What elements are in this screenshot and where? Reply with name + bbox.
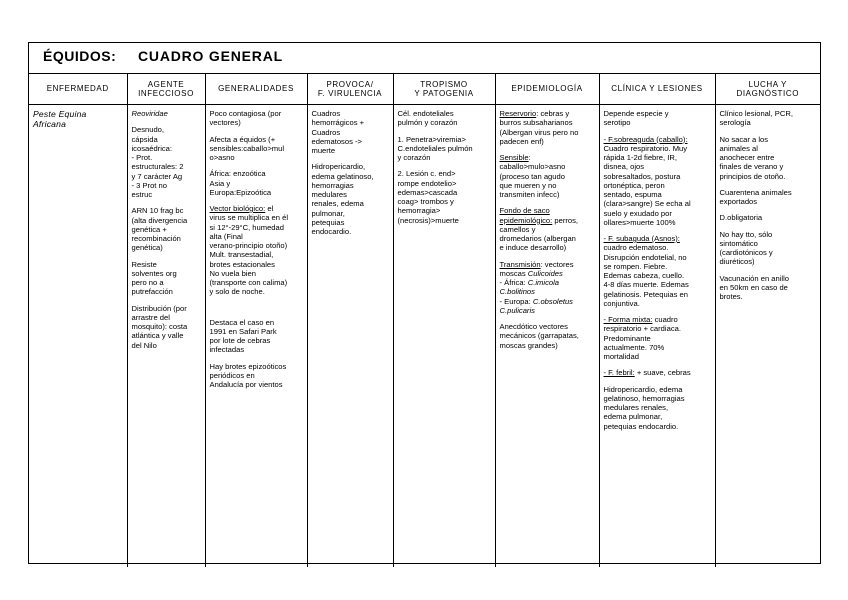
text-block	[132, 125, 202, 199]
text-line: respiratorio + cardiaca.	[603, 324, 681, 334]
text-line: virus se multiplica en él	[209, 213, 288, 223]
text-line: camellos y	[499, 224, 536, 234]
text-block	[604, 144, 712, 227]
document-subtitle: CUADRO GENERAL	[138, 48, 283, 64]
text-line: - 3 Prot no	[131, 180, 167, 190]
text-line: y corazón	[397, 153, 431, 162]
text-block	[398, 169, 492, 225]
column-header-line: INFECCIOSO	[138, 89, 194, 98]
text-line: 2. Lesión c. end>	[397, 169, 456, 179]
text-line: alta (Final	[209, 231, 243, 241]
text-line: atlántica y valle	[131, 331, 184, 341]
document-title: ÉQUIDOS:	[43, 48, 117, 64]
text-line: Mult. transestadial,	[209, 250, 274, 260]
reservorio-first: : cebras y	[536, 109, 570, 118]
text-line: si 12°-29°C, humedad	[209, 222, 284, 232]
text-block	[312, 109, 390, 155]
clinica-cell	[599, 105, 715, 568]
fondo-heading-2: epidemiológico:	[499, 215, 553, 225]
column-header-line: EPIDEMIOLOGÍA	[511, 84, 583, 94]
text-line: hemorrágicos +	[311, 118, 365, 128]
text-line: cuadro edematoso.	[603, 243, 669, 253]
text-line: Afecta a équidos (+	[209, 134, 276, 144]
text-block	[720, 274, 818, 302]
fondo-first: perros,	[552, 215, 579, 225]
text-line: solventes org	[131, 268, 177, 278]
text-line: edematosos ->	[311, 136, 362, 146]
text-block	[500, 225, 596, 253]
agente-cell	[127, 105, 205, 568]
text-line: serotipo	[603, 118, 631, 128]
text-line: ollares>muerte 100%	[603, 217, 676, 227]
trans-l2b: Culicoides	[527, 268, 563, 278]
column-header	[495, 74, 599, 105]
text-line: genética +	[131, 224, 167, 234]
text-line: 1991 en Safari Park	[209, 326, 277, 336]
text-line: recombinación	[131, 234, 181, 243]
document-page	[28, 42, 821, 564]
text-line: principios de otoño.	[719, 171, 786, 181]
text-line: No hay tto, sólo	[719, 229, 773, 239]
text-line: Asia y	[209, 178, 231, 188]
text-line: Cél. endoteliales	[397, 109, 454, 118]
text-line: animales al	[719, 143, 758, 153]
text-line: mortalidad	[603, 352, 639, 361]
text-line: putrefacción	[131, 287, 173, 297]
text-line: Hay brotes epizoóticos	[209, 361, 287, 371]
text-line: Hidropericardio,	[311, 162, 366, 172]
column-header-line: CLÍNICA Y LESIONES	[611, 84, 703, 94]
disease-cell	[29, 105, 127, 568]
text-line: infectadas	[209, 345, 245, 355]
text-line: Disrupción endotelial, no	[603, 252, 687, 262]
text-line: sobresaltados, postura	[603, 171, 681, 181]
text-line: 1. Penetra>viremia>	[397, 134, 466, 144]
text-line: Edemas cabeza, cuello.	[603, 271, 685, 280]
text-line: Hidropericardio, edema	[603, 384, 683, 394]
text-line: pulmonar,	[311, 208, 345, 218]
text-line: Anecdótico vectores	[499, 322, 568, 331]
text-line: D.obligatoria	[719, 213, 763, 223]
text-line: (alta divergencia	[131, 215, 188, 225]
table-row	[29, 105, 820, 568]
text-line: anochecer entre	[719, 153, 775, 162]
text-line: conjuntiva.	[603, 298, 640, 308]
sobreaguda-heading: - F.sobreaguda (caballo):	[603, 134, 688, 144]
text-block	[132, 260, 202, 297]
sensible-heading: Sensible	[499, 153, 529, 162]
text-block	[132, 206, 202, 252]
febril-heading: - F. febril:	[603, 368, 635, 378]
text-line: Cuarentena animales	[719, 187, 792, 197]
text-block	[132, 304, 202, 350]
text-block	[312, 162, 390, 236]
text-line: brotes estacionales	[209, 259, 275, 269]
text-line: (necrosis)>muerte	[397, 215, 459, 225]
text-block	[210, 109, 304, 128]
column-header	[599, 74, 715, 105]
text-line: icosaédrica:	[131, 143, 173, 153]
text-line: Resiste	[131, 259, 157, 269]
text-line: y solo de noche.	[209, 287, 265, 297]
text-line: por lote de cebras	[209, 336, 271, 345]
column-header-line: PROVOCA/	[326, 79, 374, 89]
text-block	[720, 230, 818, 267]
vector-heading-rest: el	[265, 204, 274, 213]
text-line: moscas grandes)	[499, 340, 558, 350]
text-line: Africana	[33, 119, 67, 130]
text-line: suelo y exudado por	[603, 208, 672, 218]
text-line: coag> trombos y	[397, 197, 454, 206]
mixta-first: cuadro	[652, 315, 678, 324]
column-header	[127, 74, 205, 105]
text-block	[604, 385, 712, 431]
text-line: dromedarios (albergan	[499, 234, 576, 243]
column-header-line: F. VIRULENCIA	[317, 89, 383, 98]
text-line: 4-8 días muerte. Edemas	[603, 280, 689, 290]
trans-l2a: moscas	[499, 268, 528, 278]
subaguda-heading: - F. subaguda (Asnos):	[603, 234, 680, 243]
text-line: serología	[719, 118, 751, 128]
text-line: ARN 10 frag bc	[131, 206, 184, 216]
text-line: edema gelatinoso,	[311, 171, 374, 181]
trans-l6: C.pulicaris	[499, 305, 535, 315]
text-line: se rompen. Fiebre.	[603, 261, 668, 271]
text-line: África: enzoótica	[209, 169, 266, 179]
text-block	[210, 362, 304, 390]
text-line: diuréticos)	[719, 257, 755, 267]
text-line: - Prot.	[131, 153, 153, 162]
trans-l3a: - África:	[499, 278, 528, 287]
text-line: pero no a	[131, 278, 164, 287]
column-header-line: TROPISMO	[420, 79, 468, 89]
text-block	[398, 109, 492, 128]
text-line: Cuadros	[311, 109, 341, 118]
tropismo-cell	[393, 105, 495, 568]
transmision-heading: Transmisión	[499, 259, 541, 269]
trans-l5b: C.obsoletus	[532, 296, 573, 306]
text-line: renales, edema	[311, 199, 364, 209]
text-block	[720, 135, 818, 181]
text-line: en 50km en caso de	[719, 282, 788, 292]
text-line: verano-principio otoño)	[209, 241, 288, 250]
text-line: Peste Equina	[33, 109, 87, 119]
text-line: (cardiotónicos y	[719, 248, 773, 257]
text-line: genética)	[131, 243, 163, 253]
text-line: burros subsaharianos	[499, 118, 573, 128]
text-line: hemorragia>	[397, 206, 441, 216]
text-line: rompe endotelio>	[397, 178, 457, 188]
text-line: No sacar a los	[719, 134, 769, 144]
text-line: mecánicos (garrapatas,	[499, 331, 579, 341]
header-row	[29, 74, 820, 105]
text-block	[500, 322, 596, 350]
text-line: arrastre del	[131, 312, 170, 322]
text-block	[720, 109, 818, 128]
text-line: Distribución (por	[131, 303, 187, 313]
text-line: (transporte con calima)	[209, 278, 288, 287]
text-line: que mueren y no	[499, 180, 557, 190]
text-block	[210, 135, 304, 163]
text-line: Europa:Epizoótica	[209, 187, 272, 197]
text-line: edema pulmonar,	[603, 412, 663, 422]
column-header-line: GENERALIDADES	[218, 84, 294, 94]
text-line: sintomático	[719, 238, 758, 248]
text-line: padecen enf)	[499, 136, 544, 146]
text-block	[720, 213, 818, 222]
febril-first: + suave, cebras	[634, 368, 691, 378]
text-block	[210, 169, 304, 197]
text-line: Andalucía por vientos	[209, 380, 283, 389]
text-block	[604, 109, 712, 128]
lucha-cell	[715, 105, 820, 568]
text-line: (Albergan virus pero no	[499, 127, 579, 137]
text-line: sentado, espuma	[603, 190, 662, 199]
text-line: gelatinosis. Petequias en	[603, 289, 688, 299]
text-line: Depende especie y	[603, 109, 669, 118]
text-line: o>asno	[209, 153, 235, 162]
text-line: brotes.	[719, 292, 743, 301]
text-line: endocardio.	[311, 227, 352, 236]
text-line: actualmente. 70%	[603, 342, 665, 352]
fondo-heading-1: Fondo de saco	[499, 206, 550, 216]
column-header	[205, 74, 307, 105]
text-line: Desnudo,	[131, 125, 165, 135]
epidemiologia-cell	[495, 105, 599, 568]
text-line: Poco contagiosa (por	[209, 109, 282, 118]
text-line: Destaca el caso en	[209, 317, 275, 327]
text-line: y 7 carácter Ag	[131, 171, 183, 181]
text-line: medulares renales,	[603, 403, 669, 412]
text-line: e induce desarrollo)	[499, 243, 567, 253]
text-line: edemas>cascada	[397, 187, 458, 197]
text-line: muerte	[311, 146, 336, 155]
trans-l3b: C.imicola	[527, 278, 560, 287]
text-line: Cuadro respiratorio. Muy	[603, 143, 688, 153]
text-line: hemorragias	[311, 180, 354, 190]
text-line: caballo>mulo>asno	[499, 162, 566, 172]
text-line: estructurales: 2	[131, 162, 184, 172]
text-block	[210, 318, 304, 355]
text-line: Vacunación en anillo	[719, 273, 790, 283]
title-row	[29, 43, 820, 74]
text-line: sensibles:caballo>mul	[209, 143, 285, 153]
text-line: Cuadros	[311, 127, 341, 137]
transmision-first: : vectores	[540, 259, 574, 269]
column-header-line: LUCHA Y	[748, 79, 787, 89]
text-line: petequias	[311, 217, 345, 227]
text-line: periódicos en	[209, 370, 255, 380]
text-line: gelatinoso, hemorragias	[603, 393, 685, 403]
text-line: rápida 1-2d fiebre, IR,	[603, 153, 677, 162]
text-line: petequias endocardio.	[603, 421, 679, 431]
summary-table	[29, 74, 820, 567]
vector-heading: Vector biológico:	[209, 204, 266, 213]
text-block	[604, 324, 712, 361]
column-header	[307, 74, 393, 105]
text-block	[33, 109, 124, 130]
text-line: del Nilo	[131, 340, 157, 350]
text-block	[210, 213, 304, 296]
text-block	[604, 243, 712, 308]
text-line: disnea, ojos	[603, 162, 645, 172]
text-line: estruc	[131, 190, 153, 199]
mixta-heading: - Forma mixta:	[603, 315, 653, 324]
trans-l5a: - Europa:	[499, 296, 533, 306]
text-line: (clara>sangre) Se echa al	[603, 199, 691, 209]
column-header	[393, 74, 495, 105]
text-line: Predominante	[603, 333, 651, 343]
text-line: finales de verano y	[719, 162, 784, 172]
column-header	[715, 74, 820, 105]
text-line: cápsida	[131, 134, 158, 144]
text-line: Clínico lesional, PCR,	[719, 109, 793, 118]
column-header-line: DIAGNÓSTICO	[736, 89, 800, 98]
text-line: transmiten infecc)	[499, 190, 560, 199]
text-line: ortonéptica, peron	[603, 180, 665, 190]
agent-family: Reoviridae	[131, 109, 168, 118]
column-header-line: ENFERMEDAD	[46, 84, 109, 94]
text-line: No vuela bien	[209, 268, 256, 278]
text-block	[500, 162, 596, 199]
provoca-cell	[307, 105, 393, 568]
trans-l4: C.bolitinos	[499, 287, 535, 297]
column-header-line: Y PATOGENIA	[414, 89, 474, 98]
reservorio-heading: Reservorio	[499, 109, 537, 118]
column-header	[29, 74, 127, 105]
column-header-line: AGENTE	[147, 79, 185, 89]
text-line: vectores)	[209, 118, 241, 128]
sensible-first: :	[528, 153, 531, 162]
text-line: C.endoteliales pulmón	[397, 143, 473, 153]
text-line: (proceso tan agudo	[499, 171, 565, 181]
text-block	[398, 135, 492, 163]
text-line: medulares	[311, 190, 347, 199]
text-line: mosquito): costa	[131, 322, 188, 331]
text-block	[720, 188, 818, 207]
text-line: pulmón y corazón	[397, 118, 458, 128]
generalidades-cell	[205, 105, 307, 568]
text-line: exportados	[719, 197, 758, 206]
text-block	[500, 118, 596, 146]
